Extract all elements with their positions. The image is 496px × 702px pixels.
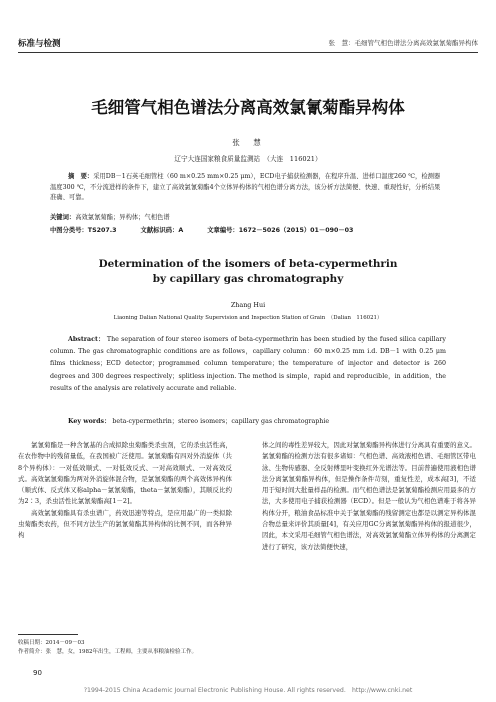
author-cn: 张 慧	[232, 138, 264, 147]
keywords-en	[50, 416, 446, 428]
author-bio: 作者简介：张 慧，女，1982年出生，工程师，主要从事粮油检验工作。	[18, 649, 197, 655]
keywords-cn-text: 高效氯氰菊酯；异构体；气相色谱	[75, 214, 170, 221]
keywords-cn	[50, 213, 446, 224]
received-date: 收稿日期：2014－09－03	[18, 640, 85, 646]
classification-row	[50, 225, 446, 234]
header-rule	[18, 52, 478, 53]
affiliation-cn: 辽宁大连国家粮食质量监测站 （大连 116021）	[174, 155, 322, 163]
abstract-cn-label: 摘 要：	[68, 173, 94, 180]
body-paragraph: 体之间的毒性差异较大，因此对氯氰菊酯异构体进行分离具有重要的意义。氯氰菊酯的检测方法有很多诸如：气相色谱、高效液相色谱、毛细管区带电泳、生物传感器、全反射傅里叶变换红外光谱法等。目前普遍使用液相色谱法分离氯氰菊酯异构体，但是操作条件苛刻，重复性差，成本高[3]，不适用于短时间大批量样品的检测。而气相色谱法是氯氰菊酯检测应用最多的方法，大多使用电子捕获检测器（ECD）。但是一般认为气相色谱难于将各异构体分开，粮油食品标准中关于氯氰菊酯的残留测定也都是以测定异构体混合物总量来评价其质量[4]，有关应用GC分离氯氰菊酯异构体的报道很少，因此，本文采用毛细管气相色谱法，对高效氯氰菊酯立体异构体的分离测定进行了研究，该方法简便快速，	[262, 441, 476, 551]
footnote	[18, 639, 232, 657]
abstract-cn-text: 采用DB－1石英毛细管柱（60 m×0.25 mm×0.25 μm），ECD电子捕获检测器，在程序升温、进样口温度260 ℃，检测器温度300 ℃，不分流进样的条件下，建立了高效氯氰菊酯4个立体异构体的气相色谱分离方法，该分析方法简便、快速、重现性好，分析结果准确、可靠。	[50, 173, 441, 202]
abstract-en-label: Abstract：	[68, 336, 105, 343]
article-number: 文章编号：1672－5026（2015）01－090－03	[207, 227, 354, 234]
abstract-cn	[50, 172, 446, 204]
title-cn: 毛细管气相色谱法分离高效氯氰菊酯异构体	[91, 98, 405, 117]
body-paragraph: 高效氯氰菊酯具有杀虫谱广，药效迅速等特点，是应用最广的一类拟除虫菊酯类农药，但不同方法生产的氯氰菊酯其异构体的比例不同，而各种异构	[18, 508, 232, 540]
document-code: 文献标识码：A	[140, 227, 184, 234]
title-en	[0, 257, 496, 287]
copyright-notice: ?1994-2015 China Academic Journal Electronic Publishing House. All rights reserved. http://www.cnki.net	[83, 687, 413, 694]
body-paragraph: 氯氰菊酯是一种含氰基的合成拟除虫菊酯类杀虫剂，它的杀虫活性高，在农作物中的残留量低，在我国被广泛使用。氯氰菊酯有四对外消旋体（共8个异构体）：一对低效顺式、一对低效反式、一对高效顺式、一对高效反式。高效氯氰菊酯为两对外消旋体混合物，是氯氰菊酯的两个高效体异构体（顺式体、反式体又称alpha－氯氰菊酯，theta－氯氰菊酯），其顺反比约为2∶3，杀虫活性比氯氰菊酯高[1－2]。	[18, 441, 232, 506]
title-en-line2: by capillary gas chromatography	[152, 273, 344, 285]
affiliation-en: Liaoning Dalian National Quality Supervision and Inspection Station of Grain （Dalian 116021）	[113, 315, 383, 321]
keywords-en-text: beta-cypermethrin；stereo isomers；capillary gas chromatographie	[112, 418, 330, 425]
page-header	[18, 37, 478, 51]
body-column-right	[262, 440, 476, 553]
title-en-line1: Determination of the isomers of beta-cypermethrin	[98, 258, 398, 270]
page-number: 90	[33, 669, 42, 677]
section-label: 标准与检测	[18, 39, 61, 49]
keywords-cn-label: 关键词：	[50, 214, 76, 221]
footnote-rule	[18, 634, 78, 635]
running-title: 张 慧：毛细管气相色谱法分离高效氯氰菊酯异构体	[328, 39, 478, 47]
abstract-en-text: The separation of four stereo isomers of beta-cypermethrin has been studied by the fused silica capillary column. The gas chromatographic conditions are as follows，capillary column：60 m×0.25 mm i.d. DB－1 with 0.25 μm films thickness；ECD detector；programmed column temperature；the temperature of injector and detector is 260 degrees and 300 degrees respectively；splitless injection. The method is simple，rapid and reproducible，in addition，the results of the analysis are relatively accurate and reliable.	[50, 336, 446, 392]
clc-number: 中图分类号：TS207.3	[50, 227, 117, 234]
body-column-left	[18, 440, 232, 542]
author-en: Zhang Hui	[230, 301, 266, 309]
keywords-en-label: Key words：	[68, 418, 111, 425]
abstract-en	[50, 334, 446, 395]
